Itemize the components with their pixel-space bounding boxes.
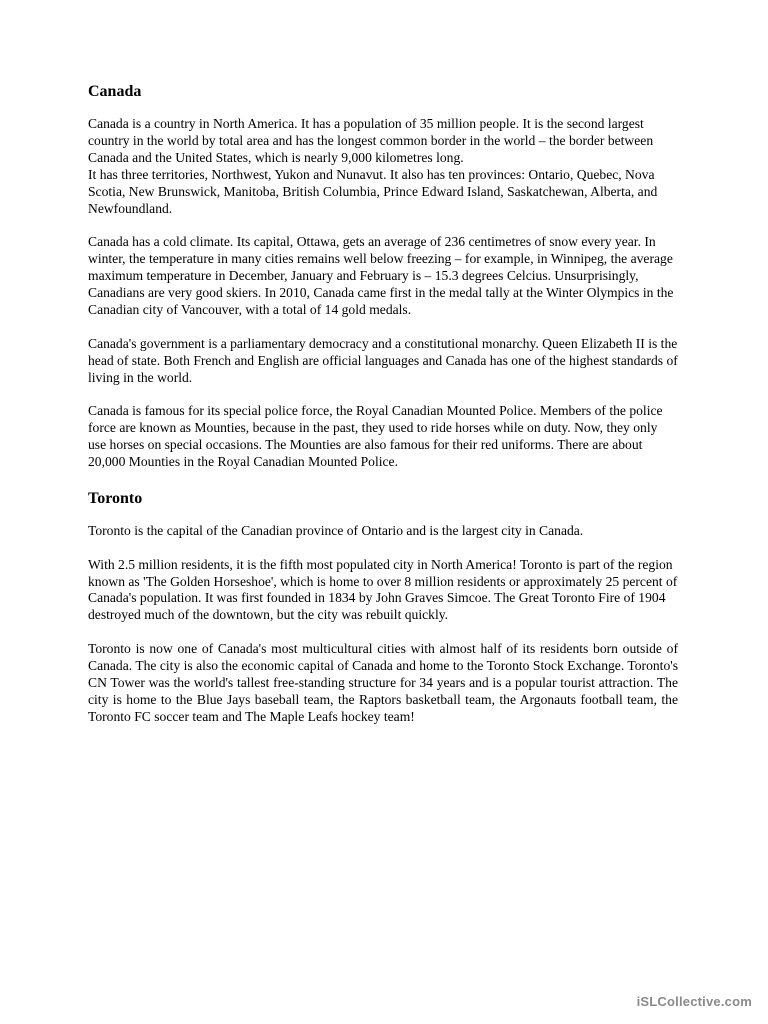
watermark-logo: iSLCollective.com (636, 994, 752, 1009)
paragraph-toronto-population: With 2.5 million residents, it is the fifth most populated city in North America! Toronto is part of the region known as 'The Golden Horseshoe', which is home to over 8 million residents or approximately 25 percent of Canada's population. It was first founded in 1834 by John Graves Simcoe. The Great Toronto Fire of 1904 destroyed much of the downtown, but the city was rebuilt quickly. (88, 556, 678, 623)
paragraph-climate: Canada has a cold climate. Its capital, Ottawa, gets an average of 236 centimetres of snow every year. In winter, the temperature in many cities remains well below freezing – for example, in Winnipeg, the average maximum temperature in December, January and February is – 15.3 degrees Celcius. Unsurprisingly, Canadians are very good skiers. In 2010, Canada came first in the medal tally at the Winter Olympics in the Canadian city of Vancouver, with a total of 14 gold medals. (88, 234, 674, 317)
document-page (88, 81, 678, 743)
paragraph-toronto-capital: Toronto is the capital of the Canadian province of Ontario and is the largest city in Canada. (88, 522, 584, 538)
paragraph-line: Canada is a country in North America. It has a population of 35 million people. It is the second largest country in the world by total area and has the longest common border in the world – the border between Canada and the United States, which is nearly 9,000 kilometres long. (88, 116, 654, 165)
paragraph-line: It has three territories, Northwest, Yukon and Nunavut. It also has ten provinces: Ontario, Quebec, Nova Scotia, New Brunswick, Manitoba, British Columbia, Prince Edward Island, Saskatchewan, Alberta, and Newfoundland. (88, 166, 658, 216)
paragraph-toronto-culture: Toronto is now one of Canada's most multicultural cities with almost half of its residents born outside of Canada. The city is also the economic capital of Canada and home to the Toronto Stock Exchange. Toronto's CN Tower was the world's tallest free-standing structure for 34 years and is a popular tourist attraction. The city is home to the Blue Jays baseball team, the Raptors basketball team, the Argonauts football team, the Toronto FC soccer team and The Maple Leafs hockey team! (88, 641, 678, 724)
section-heading-toronto: Toronto (88, 489, 143, 507)
spacer (88, 217, 678, 234)
paragraph-canada-overview (88, 116, 678, 217)
section-heading-canada: Canada (88, 83, 142, 100)
paragraph-government: Canada's government is a parliamentary democracy and a constitutional monarchy. Queen Elizabeth II is the head of state. Both French and English are official languages and Canada has one of the highest standards of living in the world. (88, 335, 678, 385)
paragraph-mounties: Canada is famous for its special police force, the Royal Canadian Mounted Police. Members of the police force are known as Mounties, because in the past, they used to ride horses while on duty. Now, they only use horses on special occasions. The Mounties are also famous for their red uniforms. There are about 20,000 Mounties in the Royal Canadian Mounted Police. (88, 403, 663, 470)
